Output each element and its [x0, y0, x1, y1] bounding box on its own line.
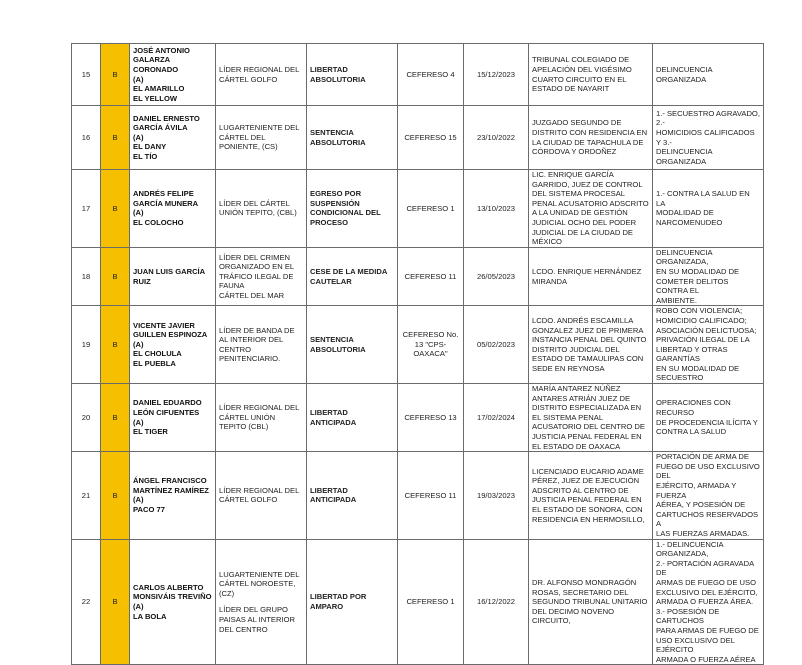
release-date-cell	[464, 44, 529, 106]
row-number: 21	[81, 490, 91, 500]
criminal-role-line: FAUNA	[219, 281, 245, 291]
release-date-cell	[464, 452, 529, 539]
legal-status-line: ABSOLUTORIA	[310, 344, 366, 354]
crime-list-line: CARTUCHOS RESERVADOS A	[656, 509, 759, 529]
person-name-line: EL CHOLULA	[133, 349, 182, 359]
row-number: 22	[81, 597, 91, 607]
records-table-body	[72, 44, 764, 665]
criminal-role-cell	[216, 170, 307, 248]
crime-list-line: PRIVACIÓN ILEGAL DE LA	[656, 335, 750, 345]
row-number-cell	[72, 170, 101, 248]
crime-list-line: ASOCIACIÓN DELICTUOSA;	[656, 325, 757, 335]
level-badge: B	[112, 490, 118, 500]
criminal-role-line: (CZ)	[219, 588, 235, 598]
crime-list-line: PORTACIÓN DE ARMA DE	[656, 452, 749, 462]
criminal-role-line: CÁRTEL UNIÓN	[219, 412, 276, 422]
release-date: 17/02/2024	[476, 412, 515, 422]
release-date: 15/12/2023	[476, 69, 515, 79]
crime-list-line: FUEGO DE USO EXCLUSIVO DEL	[656, 461, 760, 481]
level-badge: B	[112, 339, 118, 349]
release-date: 16/12/2022	[476, 597, 515, 607]
release-date: 19/03/2023	[476, 490, 515, 500]
release-date-cell	[464, 247, 529, 306]
crime-list-line: ORGANIZADA,	[656, 549, 709, 559]
legal-status-line: SENTENCIA	[310, 335, 354, 345]
person-name-line: (A)	[133, 495, 144, 505]
criminal-role-line: PENITENCIARIO.	[219, 354, 281, 364]
judicial-authority-line: ROSAS, SECRETARIO DEL	[532, 587, 629, 597]
prison-name-cell	[398, 44, 464, 106]
row-number: 18	[81, 271, 91, 281]
release-date-cell	[464, 306, 529, 384]
release-date-cell	[464, 539, 529, 665]
judicial-authority-line: CUARTO CIRCUITO EN EL	[532, 74, 627, 84]
person-name-cell	[130, 452, 216, 539]
criminal-role-line: LUGARTENIENTE DEL	[219, 569, 300, 579]
legal-status-cell	[307, 452, 398, 539]
person-name-line: (A)	[133, 339, 144, 349]
criminal-role-line: DEL CENTRO	[219, 624, 268, 634]
level-badge-cell	[101, 170, 130, 248]
legal-status-line: ANTICIPADA	[310, 495, 357, 505]
criminal-role-line: LÍDER DEL CRIMEN	[219, 252, 291, 262]
person-name-line: ANDRÉS FELIPE	[133, 189, 194, 199]
judicial-authority-line: ADSCRITO AL CENTRO DE	[532, 485, 629, 495]
crime-list-cell	[653, 170, 764, 248]
criminal-role-line: CÁRTEL DEL	[219, 132, 266, 142]
criminal-role-line: LUGARTENIENTE DEL	[219, 123, 300, 133]
judicial-authority-line: JUSTICIA PENAL FEDERAL EN	[532, 495, 642, 505]
prison-name-line: CEFERESO 11	[404, 271, 457, 281]
crime-list-line: EJÉRCITO, ARMADA Y FUERZA	[656, 481, 737, 500]
criminal-role-line: AL INTERIOR DEL	[219, 335, 284, 345]
judicial-authority-line: JUDICIAL DE LA CIUDAD DE	[532, 227, 633, 237]
criminal-role-line: PAISAS AL INTERIOR	[219, 615, 295, 625]
person-name-line: JOSÉ ANTONIO	[133, 45, 190, 55]
prison-name-line: CEFERESO 11	[404, 490, 457, 500]
legal-status-line: CONDICIONAL DEL	[310, 208, 381, 218]
release-date: 26/05/2023	[476, 271, 515, 281]
legal-status-cell	[307, 170, 398, 248]
criminal-role-cell	[216, 384, 307, 452]
legal-status-line: EGRESO POR	[310, 189, 362, 199]
legal-status-line: ABSOLUTORIA	[310, 74, 366, 84]
judicial-authority-cell	[529, 384, 653, 452]
row-number: 20	[81, 412, 91, 422]
person-name-line: RUIZ	[133, 276, 151, 286]
criminal-role-line: LÍDER DEL GRUPO	[219, 605, 288, 615]
judicial-authority-line: LCDO. ENRIQUE HERNÁNDEZ	[532, 266, 642, 276]
judicial-authority-line: LA CIUDAD DE TAPACHULA DE	[532, 137, 644, 147]
person-name-line: LA BOLA	[133, 611, 167, 621]
judicial-authority-line: DISTRITO JUDICIAL DEL	[532, 344, 620, 354]
judicial-authority-cell	[529, 106, 653, 170]
table-row	[72, 539, 764, 665]
judicial-authority-line: MÉXICO	[532, 237, 562, 247]
crime-list-line: LIBERTAD Y OTRAS GARANTÍAS	[656, 344, 728, 364]
person-name-line: JUAN LUIS GARCÍA	[133, 266, 206, 276]
crime-list-line: COMETER DELITOS CONTRA EL	[656, 276, 729, 296]
prison-name-cell	[398, 452, 464, 539]
judicial-authority-line: LICENCIADO EUCARIO ADAME	[532, 466, 644, 476]
judicial-authority-line: CÓRDOVA Y ORDOÑEZ	[532, 147, 617, 157]
crime-list-line: CONTRA LA SALUD	[656, 427, 727, 437]
judicial-authority-line: ESTADO DE NAYARIT	[532, 84, 610, 94]
crime-list-line: EN SU MODALIDAD DE	[656, 363, 740, 373]
crime-list-line: ARMADA O FUERZA ÁREA.	[656, 597, 754, 607]
prison-name-line: CEFERESO 1	[406, 597, 455, 607]
criminal-role-line: UNIÓN TEPITO, (CBL)	[219, 208, 297, 218]
judicial-authority-line: PÉREZ, JUEZ DE EJECUCIÓN	[532, 476, 640, 486]
crime-list-line: EXCLUSIVO DEL EJÉRCITO,	[656, 587, 758, 597]
criminal-role-line: CÁRTEL GOLFO	[219, 74, 278, 84]
legal-status-line: CAUTELAR	[310, 276, 352, 286]
release-date: 23/10/2022	[476, 132, 515, 142]
crime-list-line: 1.- CONTRA LA SALUD EN LA	[656, 189, 750, 208]
person-name-cell	[130, 106, 216, 170]
person-name-cell	[130, 306, 216, 384]
legal-status-line: LIBERTAD	[310, 408, 348, 418]
judicial-authority-cell	[529, 247, 653, 306]
person-name-line: GARCÍA MUNERA	[133, 198, 199, 208]
judicial-authority-line: DR. ALFONSO MONDRAGÓN	[532, 577, 637, 587]
person-name-cell	[130, 170, 216, 248]
row-number-cell	[72, 384, 101, 452]
prison-name-line: CEFERESO 4	[406, 69, 455, 79]
judicial-authority-cell	[529, 306, 653, 384]
person-name-cell	[130, 539, 216, 665]
person-name-line: GALARZA	[133, 55, 171, 65]
person-name-line: EL AMARILLO	[133, 84, 185, 94]
legal-status-cell	[307, 106, 398, 170]
crime-list-cell	[653, 452, 764, 539]
crime-list-cell	[653, 247, 764, 306]
crime-list-line: EN SU MODALIDAD DE	[656, 266, 740, 276]
judicial-authority-line: DISTRITO ESPECIALIZADA EN	[532, 403, 642, 413]
person-name-line: EL YELLOW	[133, 93, 178, 103]
crime-list-line: DE PROCEDENCIA ILÍCITA Y	[656, 417, 758, 427]
person-name-line: GUILLEN ESPINOZA	[133, 330, 208, 340]
judicial-authority-cell	[529, 452, 653, 539]
level-badge-cell	[101, 306, 130, 384]
crime-list-cell	[653, 44, 764, 106]
judicial-authority-line: SEGUNDO TRIBUNAL UNITARIO	[532, 597, 648, 607]
table-row	[72, 170, 764, 248]
judicial-authority-cell	[529, 44, 653, 106]
legal-status-cell	[307, 306, 398, 384]
prison-name-line: 13 "CPS-	[414, 339, 447, 349]
person-name-line: (A)	[133, 132, 144, 142]
judicial-authority-line: A LA UNIDAD DE GESTIÓN	[532, 208, 628, 218]
judicial-authority-line: LCDO. ANDRÉS ESCAMILLA	[532, 315, 634, 325]
row-number: 19	[81, 339, 91, 349]
judicial-authority-line: CIRCUITO,	[532, 616, 571, 626]
person-name-line: PACO 77	[133, 504, 165, 514]
person-name-line: (A)	[133, 208, 144, 218]
criminal-role-line: CÁRTEL DEL MAR	[219, 290, 285, 300]
prison-name-cell	[398, 106, 464, 170]
person-name-line: EL TÍO	[133, 151, 158, 161]
judicial-authority-cell	[529, 170, 653, 248]
prison-name-cell	[398, 247, 464, 306]
person-name-line: DANIEL ERNESTO	[133, 113, 200, 123]
criminal-role-line: TEPITO (CBL)	[219, 422, 269, 432]
crime-list-line: USO EXCLUSIVO DEL EJÉRCITO	[656, 635, 735, 655]
crime-list-line: MODALIDAD DE	[656, 208, 714, 218]
crime-list-cell	[653, 306, 764, 384]
release-date-cell	[464, 106, 529, 170]
legal-status-line: LIBERTAD	[310, 485, 348, 495]
crime-list-line: LAS FUERZAS ARMADAS.	[656, 528, 750, 538]
row-number-cell	[72, 106, 101, 170]
release-date: 13/10/2023	[476, 203, 515, 213]
person-name-line: (A)	[133, 74, 144, 84]
legal-status-cell	[307, 247, 398, 306]
person-name-line: (A)	[133, 601, 144, 611]
level-badge: B	[112, 132, 118, 142]
person-name-line: (A)	[133, 417, 144, 427]
criminal-role-line: LÍDER REGIONAL DEL	[219, 64, 300, 74]
table-row	[72, 306, 764, 384]
row-number-cell	[72, 44, 101, 106]
level-badge-cell	[101, 44, 130, 106]
criminal-role-cell	[216, 452, 307, 539]
row-number-cell	[72, 306, 101, 384]
row-number-cell	[72, 247, 101, 306]
person-name-line: MONSIVÁIS TREVIÑO	[133, 592, 212, 602]
person-name-cell	[130, 247, 216, 306]
criminal-role-line: LÍDER DEL CÁRTEL	[219, 198, 290, 208]
crime-list-line: 2.- PORTACIÓN AGRAVADA DE	[656, 558, 754, 578]
level-badge-cell	[101, 106, 130, 170]
legal-status-cell	[307, 384, 398, 452]
crime-list-line: 1.- DELINCUENCIA	[656, 539, 724, 549]
judicial-authority-line: MIRANDA	[532, 276, 568, 286]
table-row	[72, 384, 764, 452]
row-number: 16	[81, 132, 91, 142]
row-number-cell	[72, 539, 101, 665]
level-badge-cell	[101, 384, 130, 452]
criminal-role-cell	[216, 106, 307, 170]
judicial-authority-line: APELACIÓN DEL VIGÉSIMO	[532, 64, 632, 74]
judicial-authority-line: LIC. ENRIQUE GARCÍA	[532, 170, 614, 179]
crime-list-line: ARMAS DE FUEGO DE USO	[656, 577, 756, 587]
person-name-line: EL COLOCHO	[133, 217, 184, 227]
judicial-authority-line: DISTRITO CON RESIDENCIA EN	[532, 127, 648, 137]
crime-list-line: SECUESTRO	[656, 373, 704, 383]
person-name-cell	[130, 384, 216, 452]
prison-name-line: CEFERESO 15	[404, 132, 457, 142]
criminal-role-line: LÍDER REGIONAL DEL	[219, 485, 300, 495]
prison-name-cell	[398, 306, 464, 384]
crime-list-line: PARA ARMAS DE FUEGO DE	[656, 625, 759, 635]
legal-status-line: SUSPENSIÓN	[310, 198, 360, 208]
level-badge: B	[112, 597, 118, 607]
judicial-authority-line: JUZGADO SEGUNDO DE	[532, 118, 622, 128]
table-row	[72, 452, 764, 539]
legal-status-line: ANTICIPADA	[310, 417, 357, 427]
criminal-role-line: CENTRO	[219, 344, 252, 354]
release-date: 05/02/2023	[476, 339, 515, 349]
prison-name-cell	[398, 539, 464, 665]
judicial-authority-line: PENAL ACUSATORIO ADSCRITO	[532, 198, 649, 208]
person-name-line: GARCÍA ÁVILA	[133, 123, 188, 133]
judicial-authority-line: TRIBUNAL COLEGIADO DE	[532, 55, 630, 65]
person-name-line: EL DANY	[133, 142, 167, 152]
prison-name-cell	[398, 170, 464, 248]
level-badge-cell	[101, 247, 130, 306]
judicial-authority-line: GONZALEZ JUEZ DE PRIMERA	[532, 325, 644, 335]
legal-status-cell	[307, 44, 398, 106]
judicial-authority-line: ACUSATORIO DEL CENTRO DE	[532, 422, 645, 432]
person-name-line: CARLOS ALBERTO	[133, 582, 204, 592]
row-number-cell	[72, 452, 101, 539]
criminal-role-line: CÁRTEL GOLFO	[219, 495, 278, 505]
criminal-role-cell	[216, 247, 307, 306]
judicial-authority-line: DEL SISTEMA PROCESAL	[532, 189, 625, 199]
level-badge: B	[112, 271, 118, 281]
criminal-role-cell	[216, 44, 307, 106]
judicial-authority-line: ANTARES ATRIÁN JUEZ DE	[532, 393, 631, 403]
records-table	[71, 43, 764, 665]
judicial-authority-line: JUSTICIA PENAL FEDERAL EN	[532, 432, 642, 442]
judicial-authority-line: INSTANCIA PENAL DEL QUINTO	[532, 335, 647, 345]
judicial-authority-line: MARÍA ANTAREZ NÚÑEZ	[532, 384, 621, 394]
prison-name-line: CEFERESO No.	[402, 330, 459, 340]
crime-list-cell	[653, 539, 764, 665]
judicial-authority-line: EL ESTADO DE SONORA, CON	[532, 504, 643, 514]
legal-status-line: CESE DE LA MEDIDA	[310, 266, 388, 276]
criminal-role-line: ORGANIZADO EN EL	[219, 262, 295, 272]
crime-list-line: ARMADA O FUERZA AÉREA	[656, 654, 756, 664]
legal-status-line: ABSOLUTORIA	[310, 137, 366, 147]
table-row	[72, 44, 764, 106]
criminal-role-line	[219, 598, 303, 605]
release-date-cell	[464, 170, 529, 248]
table-row	[72, 247, 764, 306]
row-number: 17	[81, 203, 91, 213]
criminal-role-cell	[216, 539, 307, 665]
row-number: 15	[81, 69, 91, 79]
person-name-line: DANIEL EDUARDO	[133, 398, 202, 408]
crime-list-line: HOMICIDIOS CALIFICADOS Y 3.-	[656, 127, 755, 147]
person-name-line: EL PUEBLA	[133, 359, 176, 369]
crime-list-line: DELINCUENCIA ORGANIZADA	[656, 64, 713, 84]
person-name-line: MARTÍNEZ RAMÍREZ	[133, 485, 209, 495]
legal-status-line: PROCESO	[310, 217, 348, 227]
prison-name-line: OAXACA"	[413, 349, 448, 359]
crime-list-cell	[653, 106, 764, 170]
judicial-authority-line: RESIDENCIA EN HERMOSILLO,	[532, 514, 645, 524]
legal-status-line: LIBERTAD	[310, 64, 348, 74]
crime-list-cell	[653, 384, 764, 452]
level-badge-cell	[101, 452, 130, 539]
legal-status-cell	[307, 539, 398, 665]
person-name-cell	[130, 44, 216, 106]
prison-name-line: CEFERESO 1	[406, 203, 455, 213]
table-row	[72, 106, 764, 170]
crime-list-line: DELINCUENCIA ORGANIZADA	[656, 147, 713, 166]
criminal-role-line: LÍDER REGIONAL DEL	[219, 403, 300, 413]
crime-list-line: ROBO CON VIOLENCIA;	[656, 306, 743, 316]
crime-list-line: AÉREA, Y POSESIÓN DE	[656, 500, 746, 510]
level-badge-cell	[101, 539, 130, 665]
criminal-role-line: TRÁFICO ILEGAL DE	[219, 271, 294, 281]
criminal-role-line: LÍDER DE BANDA DE	[219, 325, 295, 335]
criminal-role-line: CÁRTEL NOROESTE,	[219, 579, 296, 589]
criminal-role-cell	[216, 306, 307, 384]
person-name-line: ÁNGEL FRANCISCO	[133, 476, 207, 486]
crime-list-line: OPERACIONES CON RECURSO	[656, 398, 731, 418]
crime-list-line: NARCOMENUDEO	[656, 217, 723, 227]
level-badge: B	[112, 203, 118, 213]
level-badge: B	[112, 412, 118, 422]
crime-list-line: DELINCUENCIA ORGANIZADA,	[656, 247, 713, 267]
judicial-authority-line: SEDE EN REYNOSA	[532, 363, 605, 373]
judicial-authority-line: GARRIDO, JUEZ DE CONTROL	[532, 179, 643, 189]
person-name-line: LEÓN CIFUENTES	[133, 408, 200, 418]
legal-status-line: SENTENCIA	[310, 127, 354, 137]
crime-list-line: AMBIENTE.	[656, 295, 697, 305]
judicial-authority-line: EL SISTEMA PENAL	[532, 412, 604, 422]
crime-list-line: HOMICIDIO CALIFICADO;	[656, 315, 747, 325]
criminal-role-line: PONIENTE, (CS)	[219, 142, 278, 152]
person-name-line: VICENTE JAVIER	[133, 320, 195, 330]
prison-name-line: CEFERESO 13	[404, 412, 457, 422]
judicial-authority-line: ESTADO DE TAMAULIPAS CON	[532, 354, 644, 364]
person-name-line: CORONADO	[133, 64, 179, 74]
crime-list-line: 3.- POSESIÓN DE CARTUCHOS	[656, 606, 720, 626]
prison-name-cell	[398, 384, 464, 452]
release-date-cell	[464, 384, 529, 452]
legal-status-line: AMPARO	[310, 601, 344, 611]
person-name-line: EL TIGER	[133, 427, 168, 437]
judicial-authority-cell	[529, 539, 653, 665]
crime-list-line: 1.- SECUESTRO AGRAVADO, 2.-	[656, 108, 760, 128]
legal-status-line: LIBERTAD POR	[310, 592, 367, 602]
judicial-authority-line: JUDICIAL OCHO DEL PODER	[532, 217, 637, 227]
judicial-authority-line: EL ESTADO DE OAXACA	[532, 441, 621, 451]
judicial-authority-line: DEL DECIMO NOVENO	[532, 606, 614, 616]
level-badge: B	[112, 69, 118, 79]
